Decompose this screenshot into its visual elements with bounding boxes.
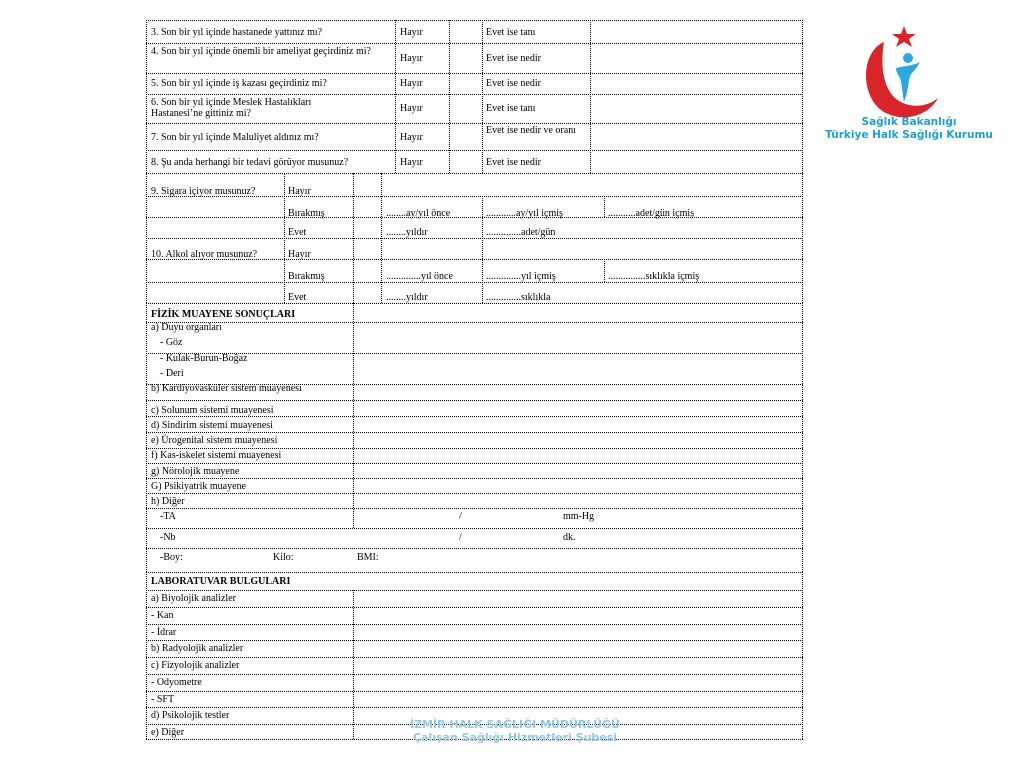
pulse-unit: dk. xyxy=(563,532,576,543)
lab-item: - Odyometre xyxy=(151,677,202,688)
lab-title: LABORATUVAR BULGULARI xyxy=(151,576,291,587)
alcohol-no: Hayır xyxy=(288,249,311,260)
exam-item: a) Duyu organları xyxy=(151,322,222,333)
alcohol-quit-when: ..............yıl önce xyxy=(386,271,453,282)
footer xyxy=(300,718,730,744)
bmi-label: BMI: xyxy=(357,552,379,563)
blood-pressure-label: -TA xyxy=(160,511,176,522)
ministry-name xyxy=(814,116,1004,142)
exam-item: - Göz xyxy=(160,337,183,348)
alcohol-yes: Evet xyxy=(288,292,307,303)
history-yes-7: Evet ise nedir ve oranı xyxy=(486,125,576,136)
blood-pressure-unit: mm-Hg xyxy=(563,511,595,522)
ministry-name-line1: Sağlık Bakanlığı xyxy=(861,116,957,128)
lab-item: - Kan xyxy=(151,610,174,621)
footer-line2: Çalışan Sağlığı Hizmetleri Şubesi xyxy=(412,731,618,744)
exam-item: - Kulak-Burun-Boğaz xyxy=(160,353,248,364)
lab-item: c) Fizyolojik analizler xyxy=(151,660,240,671)
exam-item: - Deri xyxy=(160,368,184,379)
alcohol-yes-frequency: ..............sıklıkla xyxy=(486,292,551,303)
history-no-6: Hayır xyxy=(400,103,423,114)
alcohol-quit-frequency: ...............sıklıkla içmiş xyxy=(608,271,700,282)
history-yes-6: Evet ise tanı xyxy=(486,103,536,114)
history-question-5: 5. Son bir yıl içinde iş kazası geçirdiniz mi? xyxy=(151,78,327,89)
lab-item: - SFT xyxy=(151,694,175,705)
history-no-5: Hayır xyxy=(400,78,423,89)
smoking-yes: Evet xyxy=(288,227,307,238)
footer-line1: İZMİR HALK SAĞLIĞI MÜDÜRLÜĞÜ xyxy=(410,718,620,731)
history-question-8: 8. Şu anda herhangi bir tedavi görüyor musunuz? xyxy=(151,157,349,168)
lab-item: a) Biyolojik analizler xyxy=(151,593,236,604)
exam-item: e) Ürogenital sistem muayenesi xyxy=(151,435,278,446)
smoking-quit-when: ........ay/yıl önce xyxy=(386,208,451,219)
weight-label: Kilo: xyxy=(273,552,294,563)
lab-item: b) Radyolojik analizler xyxy=(151,643,244,654)
history-no-8: Hayır xyxy=(400,157,423,168)
exam-item: b) Kardiyovasküler sistem muayenesi xyxy=(151,383,302,394)
exam-item: c) Solunum sistemi muayenesi xyxy=(151,405,274,416)
height-label: -Boy: xyxy=(160,552,183,563)
alcohol-question: 10. Alkol alıyor musunuz? xyxy=(151,249,258,260)
pulse-slash: / xyxy=(459,532,462,543)
smoking-quit-amount: ...........adet/gün içmiş xyxy=(608,208,695,219)
ministry-of-health-crescent-star-icon xyxy=(820,22,996,122)
smoking-yes-years: ........yıldır xyxy=(386,227,428,238)
history-yes-8: Evet ise nedir xyxy=(486,157,541,168)
exam-item: d) Sindirim sistemi muayenesi xyxy=(151,420,273,431)
history-yes-5: Evet ise nedir xyxy=(486,78,541,89)
exam-item: g) Nörolojik muayene xyxy=(151,466,240,477)
alcohol-quit-duration: ..............yıl içmiş xyxy=(486,271,556,282)
history-question-7: 7. Son bir yıl içinde Maluliyet aldınız mı? xyxy=(151,132,319,143)
smoking-question: 9. Sigara içiyor musunuz? xyxy=(151,186,256,197)
history-question-3: 3. Son bir yıl içinde hastanede yattınız mı? xyxy=(151,27,323,38)
ministry-name-line2: Türkiye Halk Sağlığı Kurumu xyxy=(825,129,993,141)
history-no-7: Hayır xyxy=(400,132,423,143)
exam-item: h) Diğer xyxy=(151,496,185,507)
smoking-yes-amount: ..............adet/gün xyxy=(486,227,556,238)
history-no-3: Hayır xyxy=(400,27,423,38)
smoking-quit: Bırakmış xyxy=(288,208,325,219)
history-question-6: 6. Son bir yıl içinde Meslek Hastalıkları Hastanesi’ne gittiniz mi? xyxy=(151,97,312,119)
exam-item: f) Kas-iskelet sistemi muayenesi xyxy=(151,450,282,461)
history-no-4: Hayır xyxy=(400,53,423,64)
pulse-label: -Nb xyxy=(160,532,176,543)
history-question-4: 4. Son bir yıl içinde önemli bir ameliyat geçirdiniz mi? xyxy=(151,46,371,57)
history-yes-4: Evet ise nedir xyxy=(486,53,541,64)
lab-item: e) Diğer xyxy=(151,727,185,738)
smoking-no: Hayır xyxy=(288,186,311,197)
exam-item: G) Psikiyatrik muayene xyxy=(151,481,246,492)
exam-title: FİZİK MUAYENE SONUÇLARI xyxy=(151,309,296,320)
history-yes-3: Evet ise tanı xyxy=(486,27,536,38)
blood-pressure-slash: / xyxy=(459,511,462,522)
lab-item: d) Psikolojik testler xyxy=(151,710,230,721)
lab-item: - İdrar xyxy=(151,627,177,638)
alcohol-yes-years: ........yıldır xyxy=(386,292,428,303)
alcohol-quit: Bırakmış xyxy=(288,271,325,282)
health-form xyxy=(146,20,803,740)
smoking-quit-duration: ............ay/yıl içmiş xyxy=(486,208,563,219)
